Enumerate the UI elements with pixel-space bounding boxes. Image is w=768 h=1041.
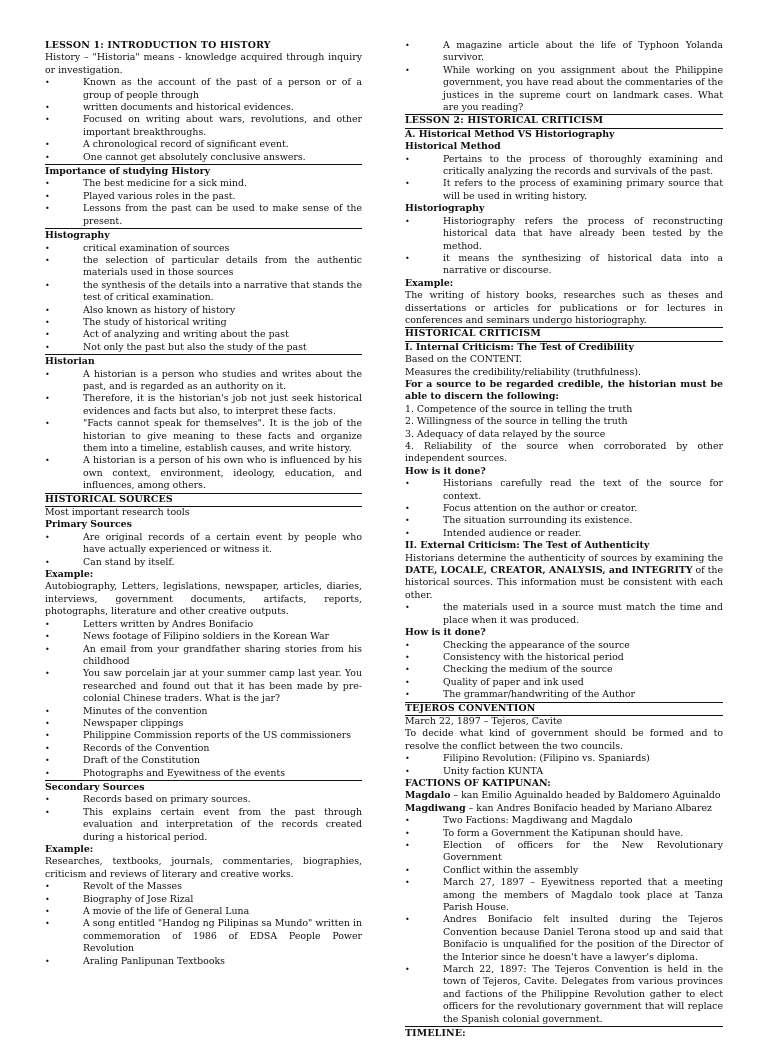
sources-subtitle: Most important research tools (45, 507, 190, 519)
list-item: • Conflict within the assembly (405, 864, 579, 876)
list-item: • Historians carefully read the text of the source for context. (405, 478, 723, 502)
external-paragraph: Historians determine the authenticity of sources by examining the DATE, LOCALE, CREATOR, ANALYSIS, and INTEGRITY of the historical sources. This information must be consistent with each other. (405, 552, 723, 601)
list-item: • A historian is a person of his own who is influenced by his own context, environment, ideology, education, and influences, among others. (45, 455, 362, 492)
credible-item: 1. Competence of the source in telling the truth (405, 403, 633, 415)
list-item: • It refers to the process of examining primary source that will be used in writing history. (405, 178, 723, 202)
secondary-example-text: Researches, textbooks, journals, commentaries, biographies, criticism and reviews of literary and creative works. (45, 856, 362, 880)
how-label: How is it done? (405, 465, 486, 477)
list-item: • Filipino Revolution: (Filipino vs. Spaniards) (405, 753, 650, 765)
list-item: • Revolt of the Masses (45, 881, 182, 893)
list-item: • Lessons from the past can be used to make sense of the present. (45, 203, 362, 227)
section-a-heading: A. Historical Method VS Historiography (405, 128, 615, 140)
secondary-example-label: Example: (45, 844, 94, 855)
list-item: • Historiography refers the process of reconstructing historical data that have already been tested by the method. (405, 215, 723, 252)
historian-heading: Historian (45, 354, 362, 368)
list-item: • Andres Bonifacio felt insulted during the Tejeros Convention because Daniel Terona stood up and said that Bonifacio is unqualified for the position of the Director of the Interior since he doesn't have a lawyer's diploma. (405, 914, 723, 963)
magdalo-line: Magdalo – kan Emilio Aguinaldo headed by Baldomero Aguinaldo (405, 790, 721, 802)
history-definition: History – "Historia" means - knowledge acquired through inquiry or investigation. (45, 52, 362, 76)
credible-item: 2. Willingness of the source in telling the truth (405, 416, 628, 428)
list-item: • The study of historical writing (45, 316, 227, 328)
list-item: • Focused on writing about wars, revolutions, and other important breakthroughs. (45, 114, 362, 138)
list-item: • The best medicine for a sick mind. (45, 178, 247, 190)
list-item: • You saw porcelain jar at your summer camp last year. You researched and found out that it has been made by pre-colonial Chinese traders. What is the jar? (45, 668, 362, 705)
credible-item: 3. Adequacy of data relayed by the source (405, 428, 606, 440)
list-item: • Known as the account of the past of a person or of a group of people through (45, 77, 362, 101)
list-item: • March 27, 1897 – Eyewitness reported that a meeting among the members of Magdalo took place at Tanza Parish House. (405, 877, 723, 914)
list-item: • the selection of particular details from the authentic materials used in those sources (45, 254, 362, 279)
internal-heading: I. Internal Criticism: The Test of Credibility (405, 341, 634, 353)
sources-heading: HISTORICAL SOURCES (45, 493, 362, 507)
list-item: • critical examination of sources (45, 242, 230, 254)
list-item: • Also known as history of history (45, 304, 236, 316)
tejeros-heading: TEJEROS CONVENTION (405, 702, 723, 716)
list-item: • A historian is a person who studies and writes about the past, and is regarded as an authority on it. (45, 368, 362, 392)
example-label: Example: (45, 569, 94, 581)
histography-heading: Histography (45, 228, 362, 242)
list-item: • Letters written by Andres Bonifacio (45, 618, 254, 630)
magdiwang-line: Magdiwang – kan Andres Bonifacio headed by Mariano Albarez (405, 802, 712, 814)
example-text: The writing of history books, researches such as theses and dissertations or articles for publications or for lectures in conferences and seminars undergo historiography. (405, 290, 723, 326)
list-item: • written documents and historical evidences. (45, 102, 294, 114)
lesson2-title: LESSON 2: HISTORICAL CRITICISM (405, 114, 723, 128)
history-bullets (45, 77, 362, 164)
internal-line-1: Based on the CONTENT. (405, 354, 523, 366)
left-column (45, 40, 362, 968)
list-item: • The grammar/handwriting of the Author (405, 689, 636, 701)
list-item: • Can stand by itself. (45, 556, 175, 568)
how-label: How is it done? (405, 627, 486, 639)
list-item: • Are original records of a certain event by people who have actually experienced or witness it. (45, 531, 362, 556)
list-item: • Not only the past but also the study of the past (45, 341, 307, 353)
list-item: • Draft of the Constitution (45, 755, 200, 767)
historiography-heading: Historiography (405, 203, 485, 215)
lesson1-title: LESSON 1: INTRODUCTION TO HISTORY (45, 40, 271, 51)
secondary-heading: Secondary Sources (45, 780, 362, 794)
list-item: • Election of officers for the New Revolutionary Government (405, 840, 723, 864)
list-item: • While working on you assignment about the Philippine government, you have read about the commentaries of the justices in the supreme court on landmark cases. What are you reading? (405, 64, 723, 114)
list-item: • Biography of Jose Rizal (45, 893, 194, 905)
list-item: • Photographs and Eyewitness of the events (45, 767, 286, 779)
list-item: • Records of the Convention (45, 742, 210, 754)
list-item: • Araling Panlipunan Textbooks (45, 955, 225, 967)
list-item: • Minutes of the convention (45, 705, 208, 717)
factions-heading: FACTIONS OF KATIPUNAN: (405, 777, 551, 789)
list-item: • A movie of the life of General Luna (45, 906, 250, 918)
list-item: • This explains certain event from the past through evaluation and interpretation of the records created during a historical period. (45, 806, 362, 843)
list-item: • Pertains to the process of thoroughly examining and critically analyzing the records and survivals of the past. (405, 153, 723, 178)
list-item: • The situation surrounding its existence. (405, 515, 633, 527)
list-item: • Checking the appearance of the source (405, 639, 630, 651)
right-column (405, 40, 723, 1041)
tejeros-purpose: To decide what kind of government should be formed and to resolve the conflict between the two councils. (405, 728, 723, 752)
credible-statement: For a source to be regarded credible, the historian must be able to discern the following: (405, 378, 723, 403)
list-item: • One cannot get absolutely conclusive answers. (45, 151, 306, 163)
list-item: • Unity faction KUNTA (405, 765, 544, 777)
list-item: • Consistency with the historical period (405, 651, 624, 663)
method-heading: Historical Method (405, 141, 501, 153)
list-item: • An email from your grandfather sharing stories from his childhood (45, 643, 362, 667)
list-item: • Played various roles in the past. (45, 190, 236, 202)
example-label: Example: (405, 277, 454, 289)
list-item: • Act of analyzing and writing about the past (45, 329, 289, 341)
list-item: • Checking the medium of the source (405, 664, 613, 676)
list-item: • Records based on primary sources. (45, 794, 251, 806)
list-item: • March 22, 1897: The Tejeros Convention is held in the town of Tejeros, Cavite. Delegates from various provinces and factions of the Philippine Revolution gather to elect officers for the revolutionary government that will replace the Spanish colonial government. (405, 964, 723, 1025)
timeline-heading: TIMELINE: (405, 1026, 723, 1040)
list-item: • Quality of paper and ink used (405, 676, 584, 688)
importance-heading: Importance of studying History (45, 164, 362, 178)
list-item: • A magazine article about the life of Typhoon Yolanda survivor. (405, 40, 723, 64)
list-item: • "Facts cannot speak for themselves". It is the job of the historian to give meaning to these facts and organize them into a timeline, establish causes, and write history. (45, 418, 362, 454)
primary-heading: Primary Sources (45, 519, 132, 531)
credible-item: 4. Reliability of the source when corroborated by other independent sources. (405, 441, 723, 465)
list-item: • Philippine Commission reports of the US commissioners (45, 730, 352, 742)
list-item: • Newspaper clippings (45, 717, 184, 729)
list-item: • A chronological record of significant event. (45, 139, 289, 151)
list-item: • it means the synthesizing of historical data into a narrative or discourse. (405, 252, 723, 277)
list-item: • Intended audience or reader. (405, 527, 582, 539)
list-item: • News footage of Filipino soldiers in the Korean War (45, 631, 330, 643)
list-item: • To form a Government the Katipunan should have. (405, 827, 684, 839)
list-item: • the synthesis of the details into a narrative that stands the test of critical examination. (45, 279, 362, 304)
primary-example-text: Autobiography, Letters, legislations, newspaper, articles, diaries, interviews, government documents, artifacts, reports, photographs, literature and other creative outputs. (45, 581, 362, 618)
list-item: • Therefore, it is the historian's job not just seek historical evidences and facts but also, to interpret these facts. (45, 393, 362, 417)
list-item: • Focus attention on the author or creator. (405, 503, 638, 515)
list-item: • A song entitled "Handog ng Pilipinas sa Mundo" written in commemoration of 1986 of EDSA People Power Revolution (45, 918, 362, 955)
internal-line-2: Measures the credibility/reliability (truthfulness). (405, 366, 641, 378)
list-item: • the materials used in a source must match the time and place when it was produced. (405, 602, 723, 626)
external-heading: II. External Criticism: The Test of Authenticity (405, 540, 650, 552)
tejeros-date: March 22, 1897 – Tejeros, Cavite (405, 715, 563, 727)
criticism-heading: HISTORICAL CRITICISM (405, 327, 723, 341)
list-item: • Two Factions: Magdiwang and Magdalo (405, 815, 633, 827)
